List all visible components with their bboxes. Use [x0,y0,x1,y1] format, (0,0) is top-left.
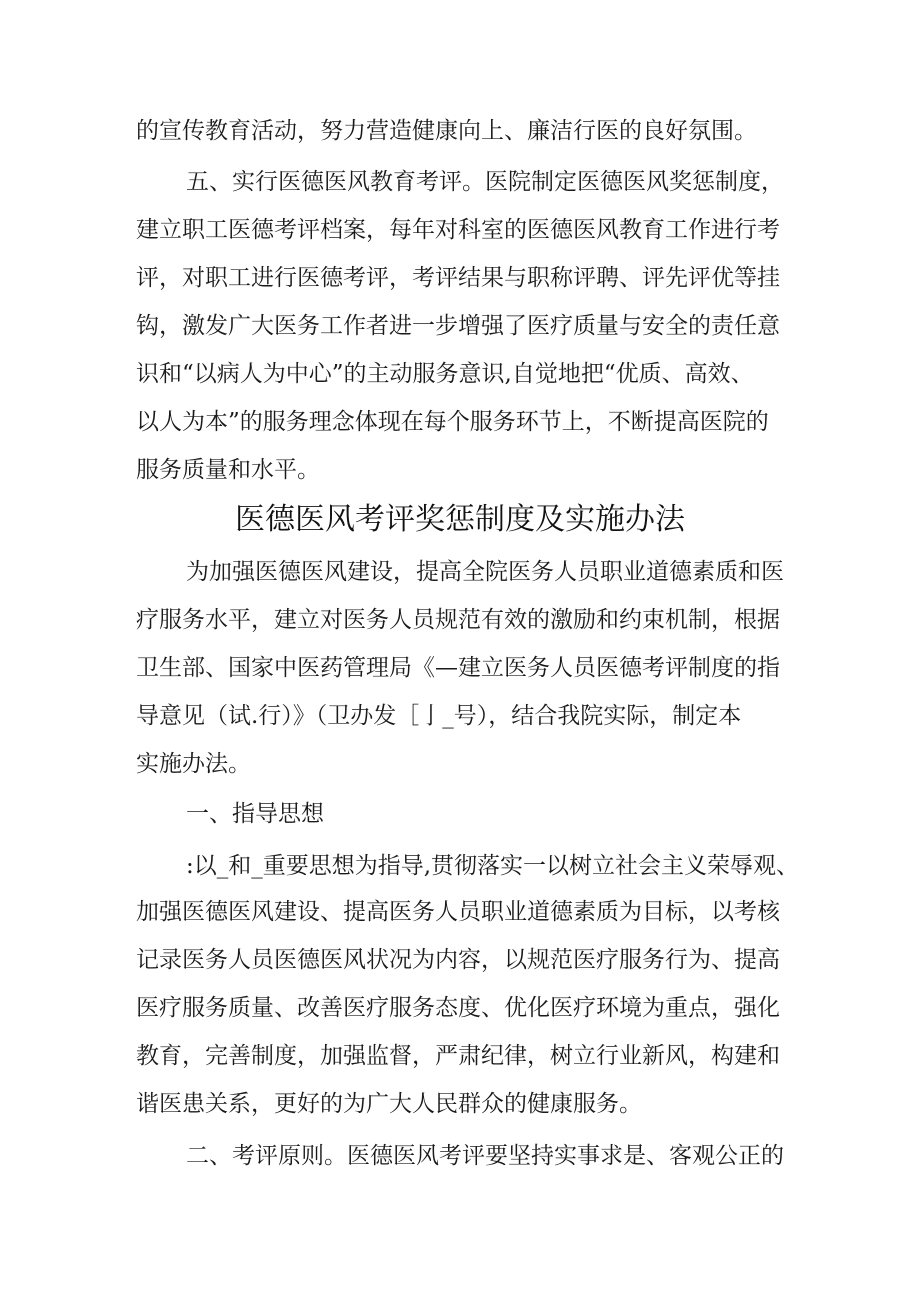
paragraph-line: 的宣传教育活动，努力营造健康向上、廉洁行医的良好氛围。 [136,118,757,144]
paragraph-line: 钩，激发广大医务工作者进一步增强了医疗质量与安全的责任意 [136,313,780,339]
paragraph-line: :以_和_重要思想为指导,贯彻落实一以树立社会主义荣辱观、 [186,853,800,879]
paragraph-line: 建立职工医德考评档案，每年对科室的医德医风教育工作进行考 [136,217,780,243]
paragraph-line: 导意见（试.行）》（卫办发［亅_号），结合我院实际，制定本 [136,703,742,729]
paragraph-line: 评，对职工进行医德考评，考评结果与职称评聘、评先评优等挂 [136,265,780,291]
paragraph-line: 二、考评原则。医德医风考评要坚持实事求是、客观公正的 [186,1143,784,1169]
paragraph-line: 服务质量和水平。 [136,457,320,483]
section-heading: 一、指导思想 [186,801,324,827]
paragraph-line: 识和“以病人为中心”的主动服务意识,自觉地把“优质、高效、 [136,361,754,387]
paragraph-line: 疗服务水平，建立对医务人员规范有效的激励和约束机制，根据 [136,607,780,633]
paragraph-line: 实施办法。 [136,751,251,777]
paragraph-line: 教育，完善制度，加强监督，严肃纪律，树立行业新风，构建和 [136,1043,780,1069]
paragraph-line: 五、实行医德医风教育考评。医院制定医德医风奖惩制度， [186,169,784,195]
paragraph-line: 卫生部、国家中医药管理局《—建立医务人员医德考评制度的指 [136,655,780,681]
document-title: 医德医风考评奖惩制度及实施办法 [235,502,685,537]
paragraph-line: 以人为本”的服务理念体现在每个服务环节上，不断提高医院的 [136,409,769,435]
paragraph-line: 记录医务人员医德医风状况为内容，以规范医疗服务行为、提高 [136,947,780,973]
paragraph-line: 加强医德医风建设、提高医务人员职业道德素质为目标，以考核 [136,899,780,925]
paragraph-line: 为加强医德医风建设，提高全院医务人员职业道德素质和医 [186,559,784,585]
paragraph-line: 医疗服务质量、改善医疗服务态度、优化医疗环境为重点，强化 [136,995,780,1021]
paragraph-line: 谐医患关系，更好的为广大人民群众的健康服务。 [136,1091,642,1117]
